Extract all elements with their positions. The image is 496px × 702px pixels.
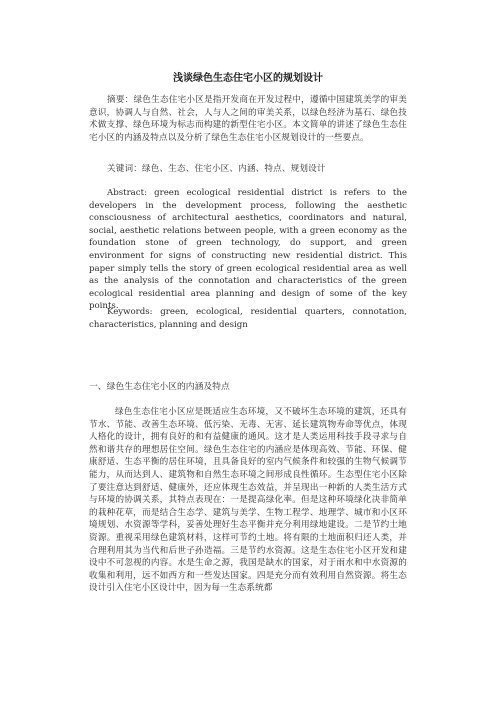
paper-title: 浅谈绿色生态住宅小区的规划设计 [173, 73, 323, 84]
section-heading: 一、绿色生态住宅小区的内涵及特点 [89, 382, 230, 392]
keywords-en: Keywords: green, ecological, residential quarters, connotation, characteristics, planning and design [89, 307, 407, 330]
keywords-cn: 关键词：绿色、生态、住宅小区、内涵、特点、规划设计 [107, 164, 326, 174]
abstract-en: Abstract: green ecological residential district is refers to the developers in the development process, following the aesthetic consciousness of architectural aesthetics, coordinators and natural, social, aesthetic relations between people, with a green economy as the foundation stone of green technology, do support, and green environment for signs of constructing new residential district. This paper simply tells the story of green ecological residential area as well as the analysis of the connotation and characteristics of the green ecological residential area planning and design of some of the key points. [89, 188, 407, 312]
section-body: 绿色生态住宅小区应是既适应生态环境，又不破坏生态环境的建筑，还具有节水、节能、改善生态环境、低污染、无毒、无害、延长建筑物寿命等优点，体现人格化的设计，拥有良好的和有益健康的通风。这才是人类运用科技手段寻求与自然和谐共存的理想居住空间。绿色生态住宅的内涵应是体现高效、节能、环保、健康舒适、生态平衡的居住环境，且具备良好的室内气候条件和较强的生物气候调节能力，从而达到人、建筑物和自然生态环境之间形成良性循环。生态型住宅小区除了要注意达到舒适、健康外，还应体现生态效益，并呈现出一种新的人类生活方式与环境的协调关系，其特点表现在：一是提高绿化率。但是这种环境绿化决非简单的栽种花草，而是结合生态学、建筑与美学、生物工程学、地理学、城市和小区环境规划、水资源等学科，妥善处理好生态平衡并充分利用绿地建设。二是节约土地资源。重视采用绿色建筑材料，这样可节约土地。将有限的土地面积归还人类，并合理利用其为当代和后世子孙造福。三是节约水资源。这是生态住宅小区开发和建设中不可忽视的内容。水是生命之源，我国是缺水的国家，对于雨水和中水资源的收集和利用，远不如西方和一些发达国家。四是充分而有效利用自然资源。将生态设计引入住宅小区设计中，因为每一生态系统都 [89, 407, 407, 594]
abstract-cn: 摘要：绿色生态住宅小区是指开发商在开发过程中，遵循中国建筑美学的审美意识，协调人与自然、社会，人与人之间的审美关系，以绿色经济为基石、绿色技术做支撑、绿色环境为标志而构建的新型住宅小区。本文简单的讲述了绿色生态住宅小区的内涵及特点以及分析了绿色生态住宅小区规划设计的一些要点。 [89, 95, 407, 143]
